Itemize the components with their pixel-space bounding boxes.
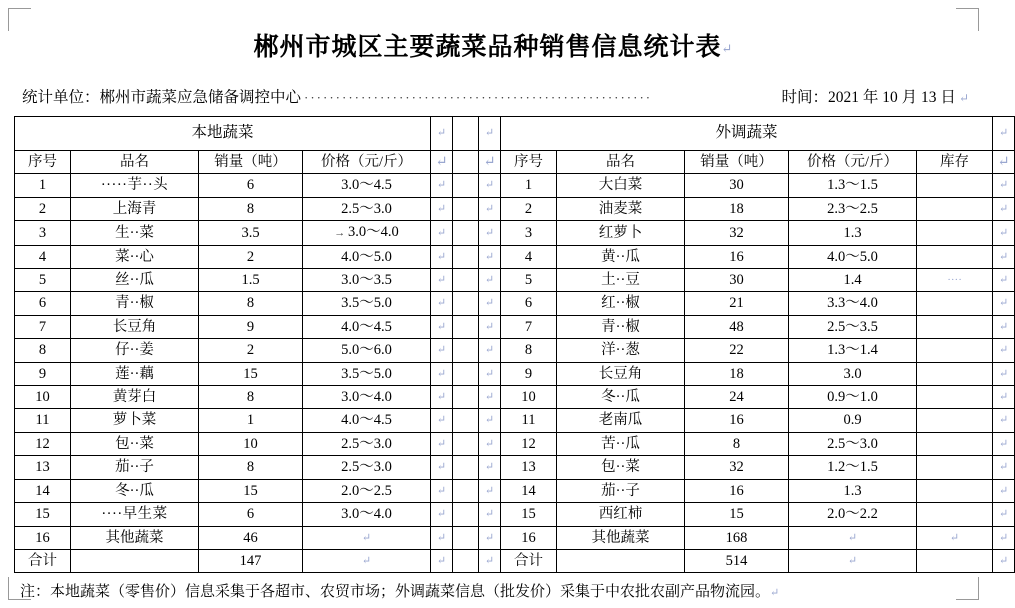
cell-local-qty: 2 [199,245,303,268]
table-row [15,245,1015,268]
cell-local-qty: 2 [199,339,303,362]
cell-local-qty: 9 [199,315,303,338]
cell-local-price: 4.0～5.0 [303,245,431,268]
cell-external-no: 15 [501,503,557,526]
pilcrow-icon: ↵ [479,526,501,549]
cell-external-price: 2.3～2.5 [789,197,917,220]
pilcrow-icon: ↵ [479,409,501,432]
total-external-stock [917,549,993,572]
cell-local-no: 11 [15,409,71,432]
cell-local-name: 包··菜 [71,432,199,455]
cell-external-name: 老南瓜 [557,409,685,432]
col-external-stock: 库存 [917,151,993,174]
cell-local-qty: 15 [199,479,303,502]
cell-local-name: 上海青 [71,197,199,220]
cell-local-price: 2.0～2.5 [303,479,431,502]
cell-local-no: 7 [15,315,71,338]
cell-local-name: 菜··心 [71,245,199,268]
statistics-unit-label: 统计单位：郴州市蔬菜应急储备调控中心 [22,89,302,106]
cell-external-qty: 16 [685,245,789,268]
cell-external-price: 1.3 [789,479,917,502]
cell-external-no: 12 [501,432,557,455]
column-gap [453,117,479,151]
cell-local-name: 其他蔬菜 [71,526,199,549]
cell-external-qty: 30 [685,174,789,197]
pilcrow-icon: ↵ [479,151,501,174]
pilcrow-icon: ↵ [479,269,501,292]
cell-external-price: 2.5～3.5 [789,315,917,338]
cell-local-no: 10 [15,386,71,409]
cell-local-price: ↵ [303,526,431,549]
column-gap [453,386,479,409]
cell-external-no: 11 [501,409,557,432]
col-external-qty: 销量（吨） [685,151,789,174]
cell-local-name: 莲··藕 [71,362,199,385]
column-gap [453,432,479,455]
cell-external-qty: 15 [685,503,789,526]
cell-external-no: 13 [501,456,557,479]
pilcrow-icon: ↵ [993,292,1015,315]
cell-external-price: 0.9 [789,409,917,432]
cell-local-qty: 3.5 [199,221,303,245]
cell-local-name: 长豆角 [71,315,199,338]
pilcrow-icon: ↵ [431,479,453,502]
cell-local-no: 1 [15,174,71,197]
cell-local-name: ·····芋··头 [71,174,199,197]
pilcrow-icon: ↵ [993,221,1015,245]
cell-external-price: 2.0～2.2 [789,503,917,526]
group-header-local: 本地蔬菜 [15,117,431,151]
cell-local-qty: 8 [199,386,303,409]
cell-external-stock [917,362,993,385]
pilcrow-icon: ↵ [431,221,453,245]
arrow-icon: → [334,227,348,240]
column-gap [453,315,479,338]
pilcrow-icon: ↵ [431,409,453,432]
total-spacer-external [557,549,685,572]
cell-external-qty: 24 [685,386,789,409]
page-title [0,0,987,63]
cell-local-qty: 8 [199,197,303,220]
pilcrow-icon: ↵ [431,197,453,220]
cell-external-name: 红··椒 [557,292,685,315]
table-row [15,339,1015,362]
pilcrow-icon: ↵ [431,292,453,315]
cell-external-stock [917,456,993,479]
pilcrow-icon: ↵ [479,174,501,197]
pilcrow-icon: ↵ [431,151,453,174]
cell-local-name: 萝卜菜 [71,409,199,432]
cell-local-name: 生··菜 [71,221,199,245]
column-gap [453,245,479,268]
cell-external-name: 青··椒 [557,315,685,338]
cell-external-name: 其他蔬菜 [557,526,685,549]
cell-local-qty: 1.5 [199,269,303,292]
cell-external-no: 4 [501,245,557,268]
footnote-text: 注：本地蔬菜（零售价）信息采集于各超市、农贸市场；外调蔬菜信息（批发价）采集于中农批农副产品物流园。 [20,584,771,601]
table-row [15,221,1015,245]
pilcrow-icon: ↵ [431,315,453,338]
col-external-no: 序号 [501,151,557,174]
cell-local-qty: 8 [199,456,303,479]
cell-external-name: 黄··瓜 [557,245,685,268]
pilcrow-icon: ↵ [431,269,453,292]
cell-external-stock [917,503,993,526]
col-external-name: 品名 [557,151,685,174]
col-local-qty: 销量（吨） [199,151,303,174]
cell-external-stock [917,292,993,315]
column-gap [453,456,479,479]
cell-local-name: ····早生菜 [71,503,199,526]
cell-external-price: 1.3～1.5 [789,174,917,197]
cell-external-no: 7 [501,315,557,338]
total-label-external: 合计 [501,549,557,572]
cell-local-no: 13 [15,456,71,479]
column-gap [453,503,479,526]
table-total-row [15,549,1015,572]
cell-local-no: 12 [15,432,71,455]
subheader [22,85,969,107]
cell-external-price: 4.0～5.0 [789,245,917,268]
cell-external-price: 1.2～1.5 [789,456,917,479]
cell-external-stock [917,409,993,432]
page-title-text: 郴州市城区主要蔬菜品种销售信息统计表 [253,34,722,61]
cell-external-stock [917,197,993,220]
cell-local-price-text: 3.0～4.0 [348,224,399,241]
cell-local-name: 仔··姜 [71,339,199,362]
pilcrow-icon: ↵ [993,315,1015,338]
cell-external-qty: 30 [685,269,789,292]
pilcrow-icon: ↵ [479,362,501,385]
cell-local-no: 2 [15,197,71,220]
column-gap [453,479,479,502]
cell-external-name: 苦··瓜 [557,432,685,455]
pilcrow-icon: ↵ [993,503,1015,526]
table-row [15,456,1015,479]
cell-external-stock [917,386,993,409]
cell-external-name: 油麦菜 [557,197,685,220]
cell-external-price: 2.5～3.0 [789,432,917,455]
pilcrow-icon: ↵ [479,549,501,572]
pilcrow-icon: ↵ [431,549,453,572]
pilcrow-icon: ↵ [993,479,1015,502]
cell-local-no: 14 [15,479,71,502]
cell-external-qty: 48 [685,315,789,338]
cell-external-no: 1 [501,174,557,197]
pilcrow-icon: ↵ [479,292,501,315]
cell-local-price: 2.5～3.0 [303,197,431,220]
cell-external-name: 包··菜 [557,456,685,479]
cell-local-price: 4.0～4.5 [303,315,431,338]
cell-local-no: 4 [15,245,71,268]
pilcrow-icon: ↵ [431,174,453,197]
cell-external-price: 0.9～1.0 [789,386,917,409]
total-spacer-local [71,549,199,572]
cell-local-qty: 6 [199,503,303,526]
group-header-external: 外调蔬菜 [501,117,993,151]
column-gap [453,174,479,197]
table-group-header-row [15,117,1015,151]
pilcrow-icon: ↵ [431,386,453,409]
cell-external-stock [917,432,993,455]
cell-external-qty: 16 [685,479,789,502]
cell-external-qty: 168 [685,526,789,549]
cell-local-qty: 8 [199,292,303,315]
cell-external-qty: 16 [685,409,789,432]
cell-external-stock [917,479,993,502]
cell-external-no: 6 [501,292,557,315]
pilcrow-icon: ↵ [479,456,501,479]
pilcrow-icon: ↵ [993,269,1015,292]
pilcrow-icon: ↵ [431,339,453,362]
pilcrow-icon: ↵ [993,151,1015,174]
pilcrow-icon: ↵ [993,456,1015,479]
cell-external-price: 3.3～4.0 [789,292,917,315]
pilcrow-icon: ↵ [770,587,780,600]
cell-external-price: 3.0 [789,362,917,385]
col-local-price: 价格（元/斤） [303,151,431,174]
cell-external-qty: 18 [685,362,789,385]
cell-local-qty: 1 [199,409,303,432]
cell-external-price: 1.4 [789,269,917,292]
cell-external-name: 红萝卜 [557,221,685,245]
column-gap [453,526,479,549]
pilcrow-icon: ↵ [479,479,501,502]
column-gap [453,151,479,174]
cell-external-price: 1.3～1.4 [789,339,917,362]
cell-local-no: 5 [15,269,71,292]
pilcrow-icon: ↵ [431,503,453,526]
cell-external-no: 16 [501,526,557,549]
pilcrow-icon: ↵ [958,91,969,105]
pilcrow-icon: ↵ [993,339,1015,362]
crop-mark-bottom-left [8,577,31,600]
cell-external-name: 土··豆 [557,269,685,292]
cell-local-price: 4.0～4.5 [303,409,431,432]
cell-local-qty: 15 [199,362,303,385]
table-row [15,315,1015,338]
pilcrow-icon: ↵ [431,117,453,151]
total-label-local: 合计 [15,549,71,572]
cell-local-no: 6 [15,292,71,315]
table-column-header-row [15,151,1015,174]
col-external-price: 价格（元/斤） [789,151,917,174]
table-row [15,479,1015,502]
total-value-local: 147 [199,549,303,572]
cell-external-name: 西红柿 [557,503,685,526]
pilcrow-icon: ↵ [993,174,1015,197]
cell-external-qty: 32 [685,221,789,245]
pilcrow-icon: ↵ [431,526,453,549]
table-footnote [20,580,971,601]
cell-local-no: 16 [15,526,71,549]
total-external-price: ↵ [789,549,917,572]
cell-external-qty: 18 [685,197,789,220]
cell-local-price: 3.0～4.0 [303,503,431,526]
cell-external-stock: ↵ [917,526,993,549]
cell-local-price: 2.5～3.0 [303,456,431,479]
column-gap [453,292,479,315]
cell-external-qty: 21 [685,292,789,315]
cell-local-qty: 46 [199,526,303,549]
col-local-no: 序号 [15,151,71,174]
cell-local-no: 3 [15,221,71,245]
pilcrow-icon: ↵ [479,315,501,338]
cell-external-price: 1.3 [789,221,917,245]
column-gap [453,221,479,245]
column-gap [453,339,479,362]
pilcrow-icon: ↵ [431,245,453,268]
report-date: 时间：2021 年 10 月 13 日 [781,89,956,106]
cell-external-stock [917,174,993,197]
pilcrow-icon: ↵ [993,197,1015,220]
cell-local-qty: 6 [199,174,303,197]
cell-local-price: 3.0～4.5 [303,174,431,197]
cell-external-stock [917,245,993,268]
pilcrow-icon: ↵ [993,549,1015,572]
pilcrow-icon: ↵ [993,117,1015,151]
cell-external-name: 大白菜 [557,174,685,197]
crop-mark-bottom-right [956,577,979,600]
cell-external-stock [917,339,993,362]
pilcrow-icon: ↵ [993,526,1015,549]
cell-local-no: 9 [15,362,71,385]
pilcrow-icon: ↵ [479,221,501,245]
pilcrow-icon: ↵ [479,197,501,220]
table-row [15,432,1015,455]
cell-external-price: ↵ [789,526,917,549]
table-row [15,197,1015,220]
column-gap [453,549,479,572]
cell-external-no: 5 [501,269,557,292]
pilcrow-icon: ↵ [479,245,501,268]
pilcrow-icon: ↵ [993,245,1015,268]
cell-external-name: 茄··子 [557,479,685,502]
cell-external-no: 9 [501,362,557,385]
cell-external-name: 洋··葱 [557,339,685,362]
pilcrow-icon: ↵ [721,41,734,56]
table-row [15,269,1015,292]
column-gap [453,362,479,385]
cell-local-price [303,221,431,245]
pilcrow-icon: ↵ [479,339,501,362]
cell-external-no: 2 [501,197,557,220]
cell-external-stock: ···· [917,269,993,292]
cell-external-stock [917,221,993,245]
pilcrow-icon: ↵ [993,409,1015,432]
cell-local-name: 茄··子 [71,456,199,479]
cell-local-no: 15 [15,503,71,526]
table-row [15,386,1015,409]
pilcrow-icon: ↵ [993,432,1015,455]
column-gap [453,197,479,220]
cell-local-price: 2.5～3.0 [303,432,431,455]
pilcrow-icon: ↵ [993,386,1015,409]
pilcrow-icon: ↵ [993,362,1015,385]
cell-external-no: 3 [501,221,557,245]
cell-local-name: 冬··瓜 [71,479,199,502]
cell-local-price: 3.0～4.0 [303,386,431,409]
cell-external-qty: 32 [685,456,789,479]
pilcrow-icon: ↵ [479,386,501,409]
cell-external-qty: 22 [685,339,789,362]
table-row [15,409,1015,432]
cell-local-name: 黄芽白 [71,386,199,409]
table-row [15,526,1015,549]
pilcrow-icon: ↵ [479,432,501,455]
cell-local-price: 3.5～5.0 [303,362,431,385]
table-row [15,503,1015,526]
column-gap [453,269,479,292]
cell-external-no: 14 [501,479,557,502]
total-value-external: 514 [685,549,789,572]
cell-local-price: 5.0～6.0 [303,339,431,362]
cell-external-no: 10 [501,386,557,409]
cell-external-name: 长豆角 [557,362,685,385]
table-row [15,174,1015,197]
cell-external-name: 冬··瓜 [557,386,685,409]
cell-local-price: 3.0～3.5 [303,269,431,292]
pilcrow-icon: ↵ [431,432,453,455]
cell-local-name: 青··椒 [71,292,199,315]
table-row [15,362,1015,385]
pilcrow-icon: ↵ [431,456,453,479]
cell-local-name: 丝··瓜 [71,269,199,292]
dot-leader: ······················································· [304,90,653,105]
vegetable-sales-table [14,116,1015,573]
cell-external-qty: 8 [685,432,789,455]
cell-local-price: 3.5～5.0 [303,292,431,315]
table-container [14,116,1010,573]
table-row [15,292,1015,315]
pilcrow-icon: ↵ [479,117,501,151]
cell-external-stock [917,315,993,338]
col-local-name: 品名 [71,151,199,174]
pilcrow-icon: ↵ [431,362,453,385]
column-gap [453,409,479,432]
pilcrow-icon: ↵ [479,503,501,526]
total-local-price: ↵ [303,549,431,572]
cell-local-qty: 10 [199,432,303,455]
cell-local-no: 8 [15,339,71,362]
cell-external-no: 8 [501,339,557,362]
